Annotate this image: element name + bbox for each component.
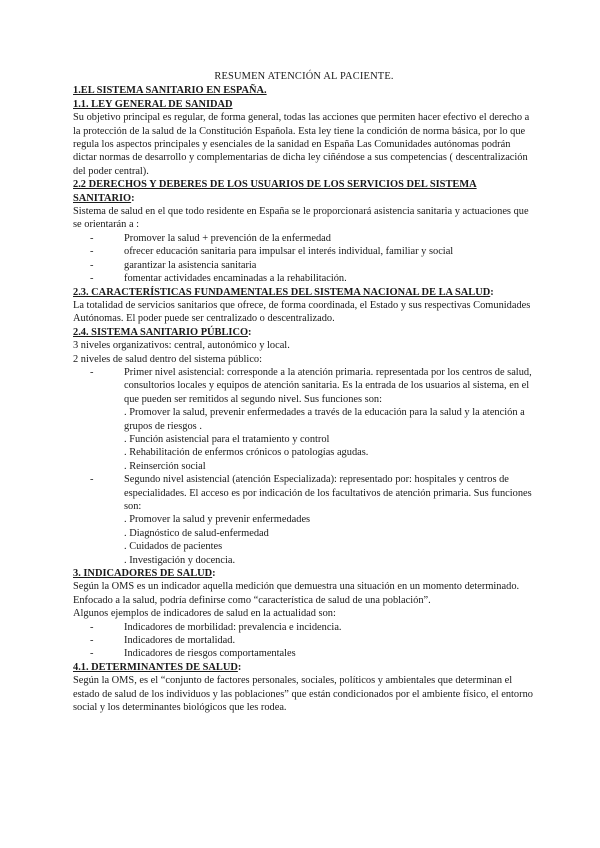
level-2-function: . Diagnóstico de salud-enfermedad — [124, 527, 269, 539]
list-item — [90, 366, 535, 473]
level-1-function: . Reinserción social — [124, 460, 206, 472]
section-2-4-heading: 2.4. SISTEMA SANITARIO PÚBLICO: — [73, 326, 252, 338]
list-item: - Indicadores de riesgos comportamentales — [90, 647, 535, 660]
section-4-1-heading: 4.1. DETERMINANTES DE SALUD: — [73, 661, 242, 673]
level-1-text: - Primer nivel asistencial: corresponde a la atención primaria. representada por los centros de salud, consultorios locales y equipos de atención sanitaria. Es la entrada de los usuarios al sistema, en el que pueden ser remitidos al segundo nivel. Sus funciones son: — [124, 366, 532, 405]
document-title: RESUMEN ATENCIÓN AL PACIENTE. — [214, 71, 394, 82]
section-1-heading: 1.EL SISTEMA SANITARIO EN ESPAÑA. — [73, 85, 267, 97]
list-item: - fomentar actividades encaminadas a la rehabilitación. — [90, 272, 535, 285]
section-3-list — [73, 621, 535, 661]
list-item: - Indicadores de morbilidad: prevalencia e incidencia. — [90, 621, 535, 634]
section-2-4-line-1: 3 niveles organizativos: central, autonómico y local. — [73, 340, 290, 352]
list-item: - ofrecer educación sanitaria para impulsar el interés individual, familiar y social — [90, 245, 535, 258]
list-item: - Indicadores de mortalidad. — [90, 634, 535, 647]
section-3-heading: 3. INDICADORES DE SALUD: — [73, 568, 216, 580]
level-1-function: . Promover la salud, prevenir enfermedades a través de la educación para la salud y la atención a grupos de riesgos . — [124, 407, 525, 432]
level-2-text: - Segundo nivel asistencial (atención Especializada): representado por: hospitales y centros de especialidades. El acceso es por indicación de los facultativos de atención primaria. Sus funciones son: — [124, 474, 532, 512]
section-3-text-2: Algunos ejemplos de indicadores de salud en la actualidad son: — [73, 608, 336, 620]
list-item: - Promover la salud + prevención de la enfermedad — [90, 232, 535, 245]
level-1-function: . Función asistencial para el tratamiento y control — [124, 433, 330, 445]
section-4-1-text: Según la OMS, es el “conjunto de factores personales, sociales, políticos y ambientales que determinan el estado de salud de los individuos y las poblaciones” que están condicionados por el ambiente físico, el entorno social y los determinantes biológicos que les rodea. — [73, 675, 533, 714]
section-2-3-text: La totalidad de servicios sanitarios que ofrece, de forma coordinada, el Estado y sus respectivas Comunidades Autónomas. El poder puede ser centralizado o descentralizado. — [73, 299, 531, 325]
level-2-function: . Promover la salud y prevenir enfermedades — [124, 514, 311, 526]
document-page — [73, 70, 535, 715]
section-1-1-text: Su objetivo principal es regular, de forma general, todas las acciones que permiten hacer efectivo el derecho a la protección de la salud de la Constitución Española. Esta ley tiene la condición de norma básica, por lo que regula los aspectos principales y esenciales de la sanidad en España Las Comunidades autónomas podrán dictar normas de desarrollo y complementarias de dicha ley ciñéndose a sus competencias ( descentralización del poder central). — [73, 112, 530, 177]
level-2-function: . Investigación y docencia. — [124, 554, 236, 566]
list-item — [90, 473, 535, 567]
level-1-function: . Rehabilitación de enfermos crónicos o patologías agudas. — [124, 447, 369, 459]
section-2-2-heading: 2.2 DERECHOS Y DEBERES DE LOS USUARIOS DE LOS SERVICIOS DEL SISTEMA SANITARIO: — [73, 179, 477, 204]
section-2-2-list — [73, 232, 535, 286]
list-item: - garantizar la asistencia sanitaria — [90, 259, 535, 272]
section-3-text-1: Según la OMS es un indicador aquella medición que demuestra una situación en un momento determinado. Enfocado a la salud, podría definirse como “característica de salud de una población”. — [73, 581, 520, 606]
section-2-4-line-2: 2 niveles de salud dentro del sistema público: — [73, 353, 263, 365]
levels-list — [73, 366, 535, 567]
section-1-1-heading: 1.1. LEY GENERAL DE SANIDAD — [73, 98, 233, 110]
level-2-function: . Cuidados de pacientes — [124, 541, 223, 553]
section-2-3-heading: 2.3. CARACTERÍSTICAS FUNDAMENTALES DEL SISTEMA NACIONAL DE LA SALUD: — [73, 286, 494, 298]
section-2-2-intro: Sistema de salud en el que todo residente en España se le proporcionará asistencia sanitaria y actuaciones que se orientarán a : — [73, 206, 529, 231]
